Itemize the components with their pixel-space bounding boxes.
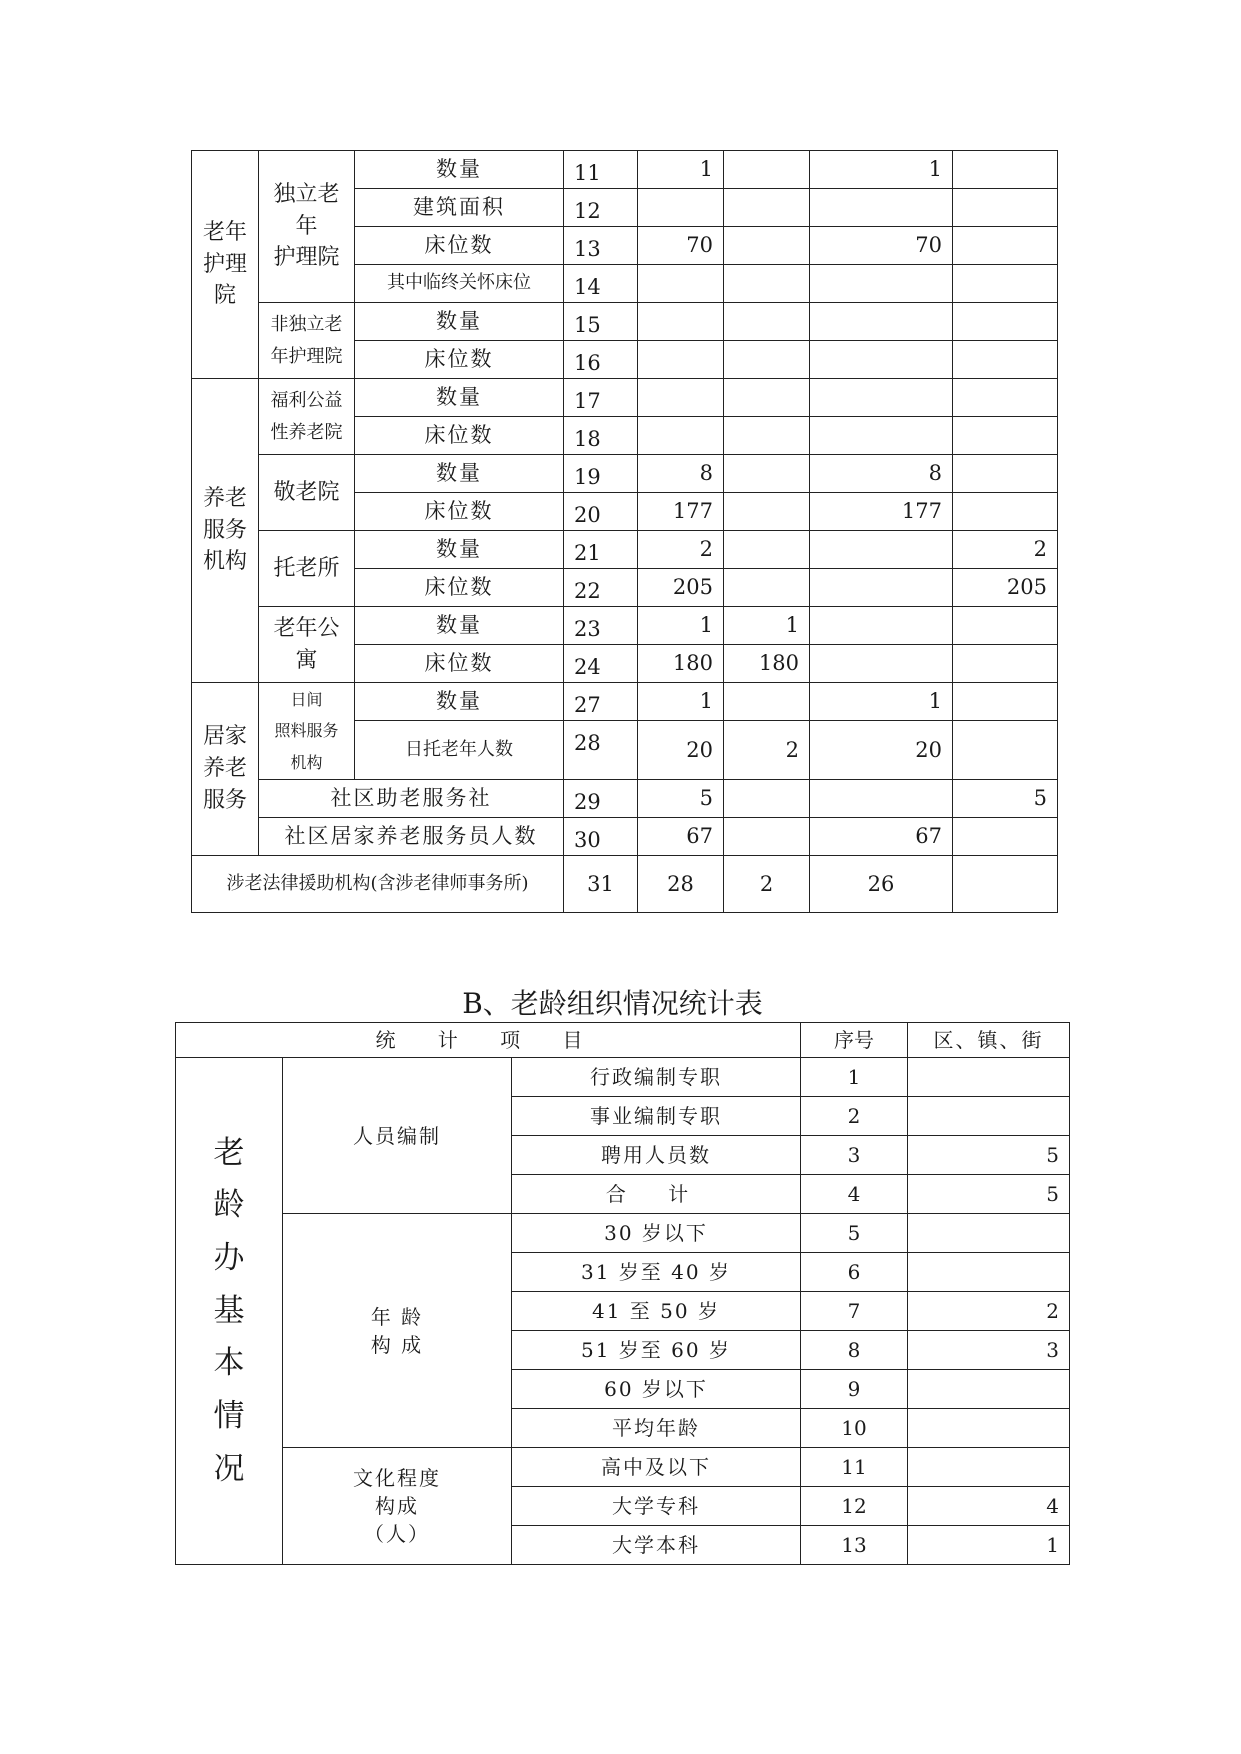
row-seq: 11 [564,151,638,189]
row-value-col1: 67 [638,818,724,856]
row-item: 平均年龄 [512,1409,801,1448]
row-value-col3: 26 [810,856,953,913]
row-value-col4 [953,227,1058,265]
sub-day-care [259,683,355,780]
row-value-col3 [810,379,953,417]
row-item: 行政编制专职 [512,1058,801,1097]
row-value-col4 [953,683,1058,721]
row-value-col1 [638,341,724,379]
row-seq: 16 [564,341,638,379]
row-item: 高中及以下 [512,1448,801,1487]
group-label-line: 构 成 [370,1332,424,1357]
row-value-col3: 70 [810,227,953,265]
section-label-line: 服务 [202,787,247,813]
row-value-col3 [810,645,953,683]
row-value [908,1214,1070,1253]
table-row [176,1448,1070,1487]
group-label-line: 文化程度 [353,1466,441,1490]
row-item: 其中临终关怀床位 [355,265,564,303]
row-value-col1: 177 [638,493,724,531]
row-item: 大学专科 [512,1487,801,1526]
section-label-line: 院 [213,283,236,309]
row-item: 床位数 [355,417,564,455]
category-char: 龄 [213,1187,245,1224]
row-item: 大学本科 [512,1526,801,1565]
category-char: 况 [213,1450,245,1487]
sub-non-independent-nursing-home [259,303,355,379]
sub-label-line: 年 [295,213,318,239]
row-item: 床位数 [355,341,564,379]
row-seq: 8 [801,1331,908,1370]
row-item: 涉老法律援助机构(含涉老律师事务所) [192,856,564,913]
row-value-col3 [810,569,953,607]
row-value [908,1097,1070,1136]
row-value-col2 [724,569,810,607]
row-value-col1: 1 [638,683,724,721]
row-value-col1 [638,189,724,227]
row-value [908,1370,1070,1409]
row-value-col4 [953,151,1058,189]
row-item: 数量 [355,607,564,645]
group-staffing: 人员编制 [283,1058,512,1214]
row-value-col4: 2 [953,531,1058,569]
row-seq: 21 [564,531,638,569]
row-item: 31 岁至 40 岁 [512,1253,801,1292]
row-seq: 9 [801,1370,908,1409]
row-seq: 5 [801,1214,908,1253]
section-label-line: 护理 [202,251,247,277]
row-value-col2 [724,379,810,417]
row-item: 30 岁以下 [512,1214,801,1253]
row-item: 数量 [355,531,564,569]
row-seq: 30 [564,818,638,856]
header-item: 统 计 项 目 [176,1023,801,1058]
row-seq: 7 [801,1292,908,1331]
row-value [908,1409,1070,1448]
row-seq: 15 [564,303,638,341]
row-value-col1: 8 [638,455,724,493]
section-label-line: 养老 [202,756,247,782]
sub-label-line: 性养老院 [270,421,343,443]
row-value-col2 [724,151,810,189]
row-value-col3: 1 [810,683,953,721]
row-item: 51 岁至 60 岁 [512,1331,801,1370]
row-value: 5 [908,1175,1070,1214]
row-item: 床位数 [355,493,564,531]
row-item: 床位数 [355,569,564,607]
row-value-col2 [724,818,810,856]
row-seq: 13 [801,1526,908,1565]
sub-elderly-apartment [259,607,355,683]
group-label-line: （人） [364,1522,430,1546]
row-item: 合 计 [512,1175,801,1214]
row-value-col4 [953,607,1058,645]
row-value-col2: 2 [724,856,810,913]
group-label-line: 构成 [375,1494,419,1518]
table-b-organizations [175,1022,1070,1565]
row-value-col4 [953,856,1058,913]
row-value-col2 [724,227,810,265]
sub-label-line: 寓 [295,647,318,673]
row-value: 3 [908,1331,1070,1370]
table-row [192,455,1058,493]
category-char: 情 [213,1398,245,1435]
row-item: 60 岁以下 [512,1370,801,1409]
table-row [192,683,1058,721]
row-value: 1 [908,1526,1070,1565]
table-header-row [176,1023,1070,1058]
section-home-care [192,683,259,856]
row-value-col3 [810,417,953,455]
row-value-col4 [953,493,1058,531]
row-value-col1 [638,303,724,341]
section-label-line: 老年 [202,219,247,245]
row-item: 事业编制专职 [512,1097,801,1136]
row-value-col1: 70 [638,227,724,265]
row-value-col2 [724,493,810,531]
row-value-col2: 2 [724,721,810,780]
row-value-col2 [724,531,810,569]
row-item: 数量 [355,303,564,341]
row-value-col1 [638,265,724,303]
row-item: 聘用人员数 [512,1136,801,1175]
section-label-line: 机构 [202,549,247,575]
table-row [192,303,1058,341]
row-value: 4 [908,1487,1070,1526]
sub-tuolaosuo: 托老所 [259,531,355,607]
row-item: 数量 [355,151,564,189]
row-value-col1 [638,379,724,417]
row-value: 5 [908,1136,1070,1175]
row-value-col1: 5 [638,780,724,818]
row-value-col4 [953,645,1058,683]
row-value-col4 [953,303,1058,341]
row-item: 建筑面积 [355,189,564,227]
row-seq: 20 [564,493,638,531]
row-value-col4 [953,379,1058,417]
table-a-institutions [191,150,1058,913]
sub-label-line: 护理院 [273,245,340,271]
table-row [192,607,1058,645]
row-value-col4 [953,341,1058,379]
table-row [192,151,1058,189]
row-seq: 3 [801,1136,908,1175]
row-item: 床位数 [355,645,564,683]
row-value-col4 [953,417,1058,455]
sub-label-line: 独立老 [273,181,340,207]
row-item: 数量 [355,683,564,721]
category-char: 老 [213,1134,245,1171]
sub-label-line: 日间 [290,690,323,710]
row-value-col1: 180 [638,645,724,683]
sub-label-line: 老年公 [273,615,340,641]
table-row [176,1214,1070,1253]
header-district: 区、镇、街 [908,1023,1070,1058]
section-label-line: 服务 [202,517,247,543]
row-seq: 12 [801,1487,908,1526]
row-value-col3: 1 [810,151,953,189]
row-value-col1: 2 [638,531,724,569]
row-seq: 31 [564,856,638,913]
row-value-col3 [810,341,953,379]
sub-independent-nursing-home [259,151,355,303]
main-category [176,1058,283,1565]
row-value-col2 [724,341,810,379]
category-char: 基 [213,1292,245,1329]
table-row [192,818,1058,856]
row-value-col4 [953,189,1058,227]
row-value-col1: 28 [638,856,724,913]
row-value [908,1448,1070,1487]
table-row [192,379,1058,417]
row-value-col2: 1 [724,607,810,645]
sub-jinglaoyuan: 敬老院 [259,455,355,531]
row-value-col2 [724,417,810,455]
header-seq: 序号 [801,1023,908,1058]
row-item: 日托老年人数 [355,721,564,780]
section-label-line: 居家 [202,724,247,750]
row-seq: 27 [564,683,638,721]
row-seq: 22 [564,569,638,607]
row-value-col2 [724,303,810,341]
row-item: 社区助老服务社 [259,780,564,818]
section-nursing-home [192,151,259,379]
row-value: 2 [908,1292,1070,1331]
row-value-col2 [724,265,810,303]
row-item: 床位数 [355,227,564,265]
group-label-line: 年 龄 [370,1304,424,1329]
row-seq: 24 [564,645,638,683]
row-value-col3 [810,303,953,341]
row-value-col4: 5 [953,780,1058,818]
row-seq: 10 [801,1409,908,1448]
row-value-col3 [810,780,953,818]
row-value-col3 [810,531,953,569]
row-item: 41 至 50 岁 [512,1292,801,1331]
row-seq: 18 [564,417,638,455]
sub-welfare-home [259,379,355,455]
row-value-col3 [810,607,953,645]
row-value-col4: 205 [953,569,1058,607]
row-seq: 19 [564,455,638,493]
row-value-col1: 1 [638,151,724,189]
sub-label-line: 非独立老 [270,314,343,335]
row-seq: 11 [801,1448,908,1487]
row-seq: 29 [564,780,638,818]
row-value-col3: 67 [810,818,953,856]
row-value-col1: 1 [638,607,724,645]
section-label-line: 养老 [202,485,247,511]
row-seq: 1 [801,1058,908,1097]
row-seq: 28 [564,721,638,780]
row-value-col4 [953,721,1058,780]
sub-label-line: 福利公益 [270,390,343,411]
row-value-col2 [724,683,810,721]
row-item: 数量 [355,455,564,493]
row-value-col4 [953,265,1058,303]
row-value-col3: 20 [810,721,953,780]
row-value-col4 [953,455,1058,493]
row-value-col1: 20 [638,721,724,780]
row-value-col3 [810,189,953,227]
category-char: 办 [213,1239,245,1276]
sub-label-line: 年护理院 [270,345,343,367]
row-seq: 13 [564,227,638,265]
row-seq: 17 [564,379,638,417]
table-row [192,531,1058,569]
sub-label-line: 照料服务 [274,721,339,741]
table-b-title: B、老龄组织情况统计表 [462,987,763,1020]
sub-label-line: 机构 [290,752,323,772]
section-elderly-institutions [192,379,259,683]
row-value-col2: 180 [724,645,810,683]
table-row [192,780,1058,818]
group-age [283,1214,512,1448]
row-value-col2 [724,189,810,227]
row-seq: 14 [564,265,638,303]
row-seq: 12 [564,189,638,227]
group-education [283,1448,512,1565]
row-value-col2 [724,780,810,818]
row-seq: 23 [564,607,638,645]
table-row [192,856,1058,913]
row-seq: 4 [801,1175,908,1214]
row-value [908,1058,1070,1097]
row-value-col3 [810,265,953,303]
row-value-col3: 8 [810,455,953,493]
category-char: 本 [213,1345,245,1382]
row-item: 社区居家养老服务员人数 [259,818,564,856]
row-value-col4 [953,818,1058,856]
row-seq: 2 [801,1097,908,1136]
row-value [908,1253,1070,1292]
row-seq: 6 [801,1253,908,1292]
table-row [176,1058,1070,1097]
row-value-col1: 205 [638,569,724,607]
row-value-col1 [638,417,724,455]
row-item: 数量 [355,379,564,417]
row-value-col3: 177 [810,493,953,531]
row-value-col2 [724,455,810,493]
